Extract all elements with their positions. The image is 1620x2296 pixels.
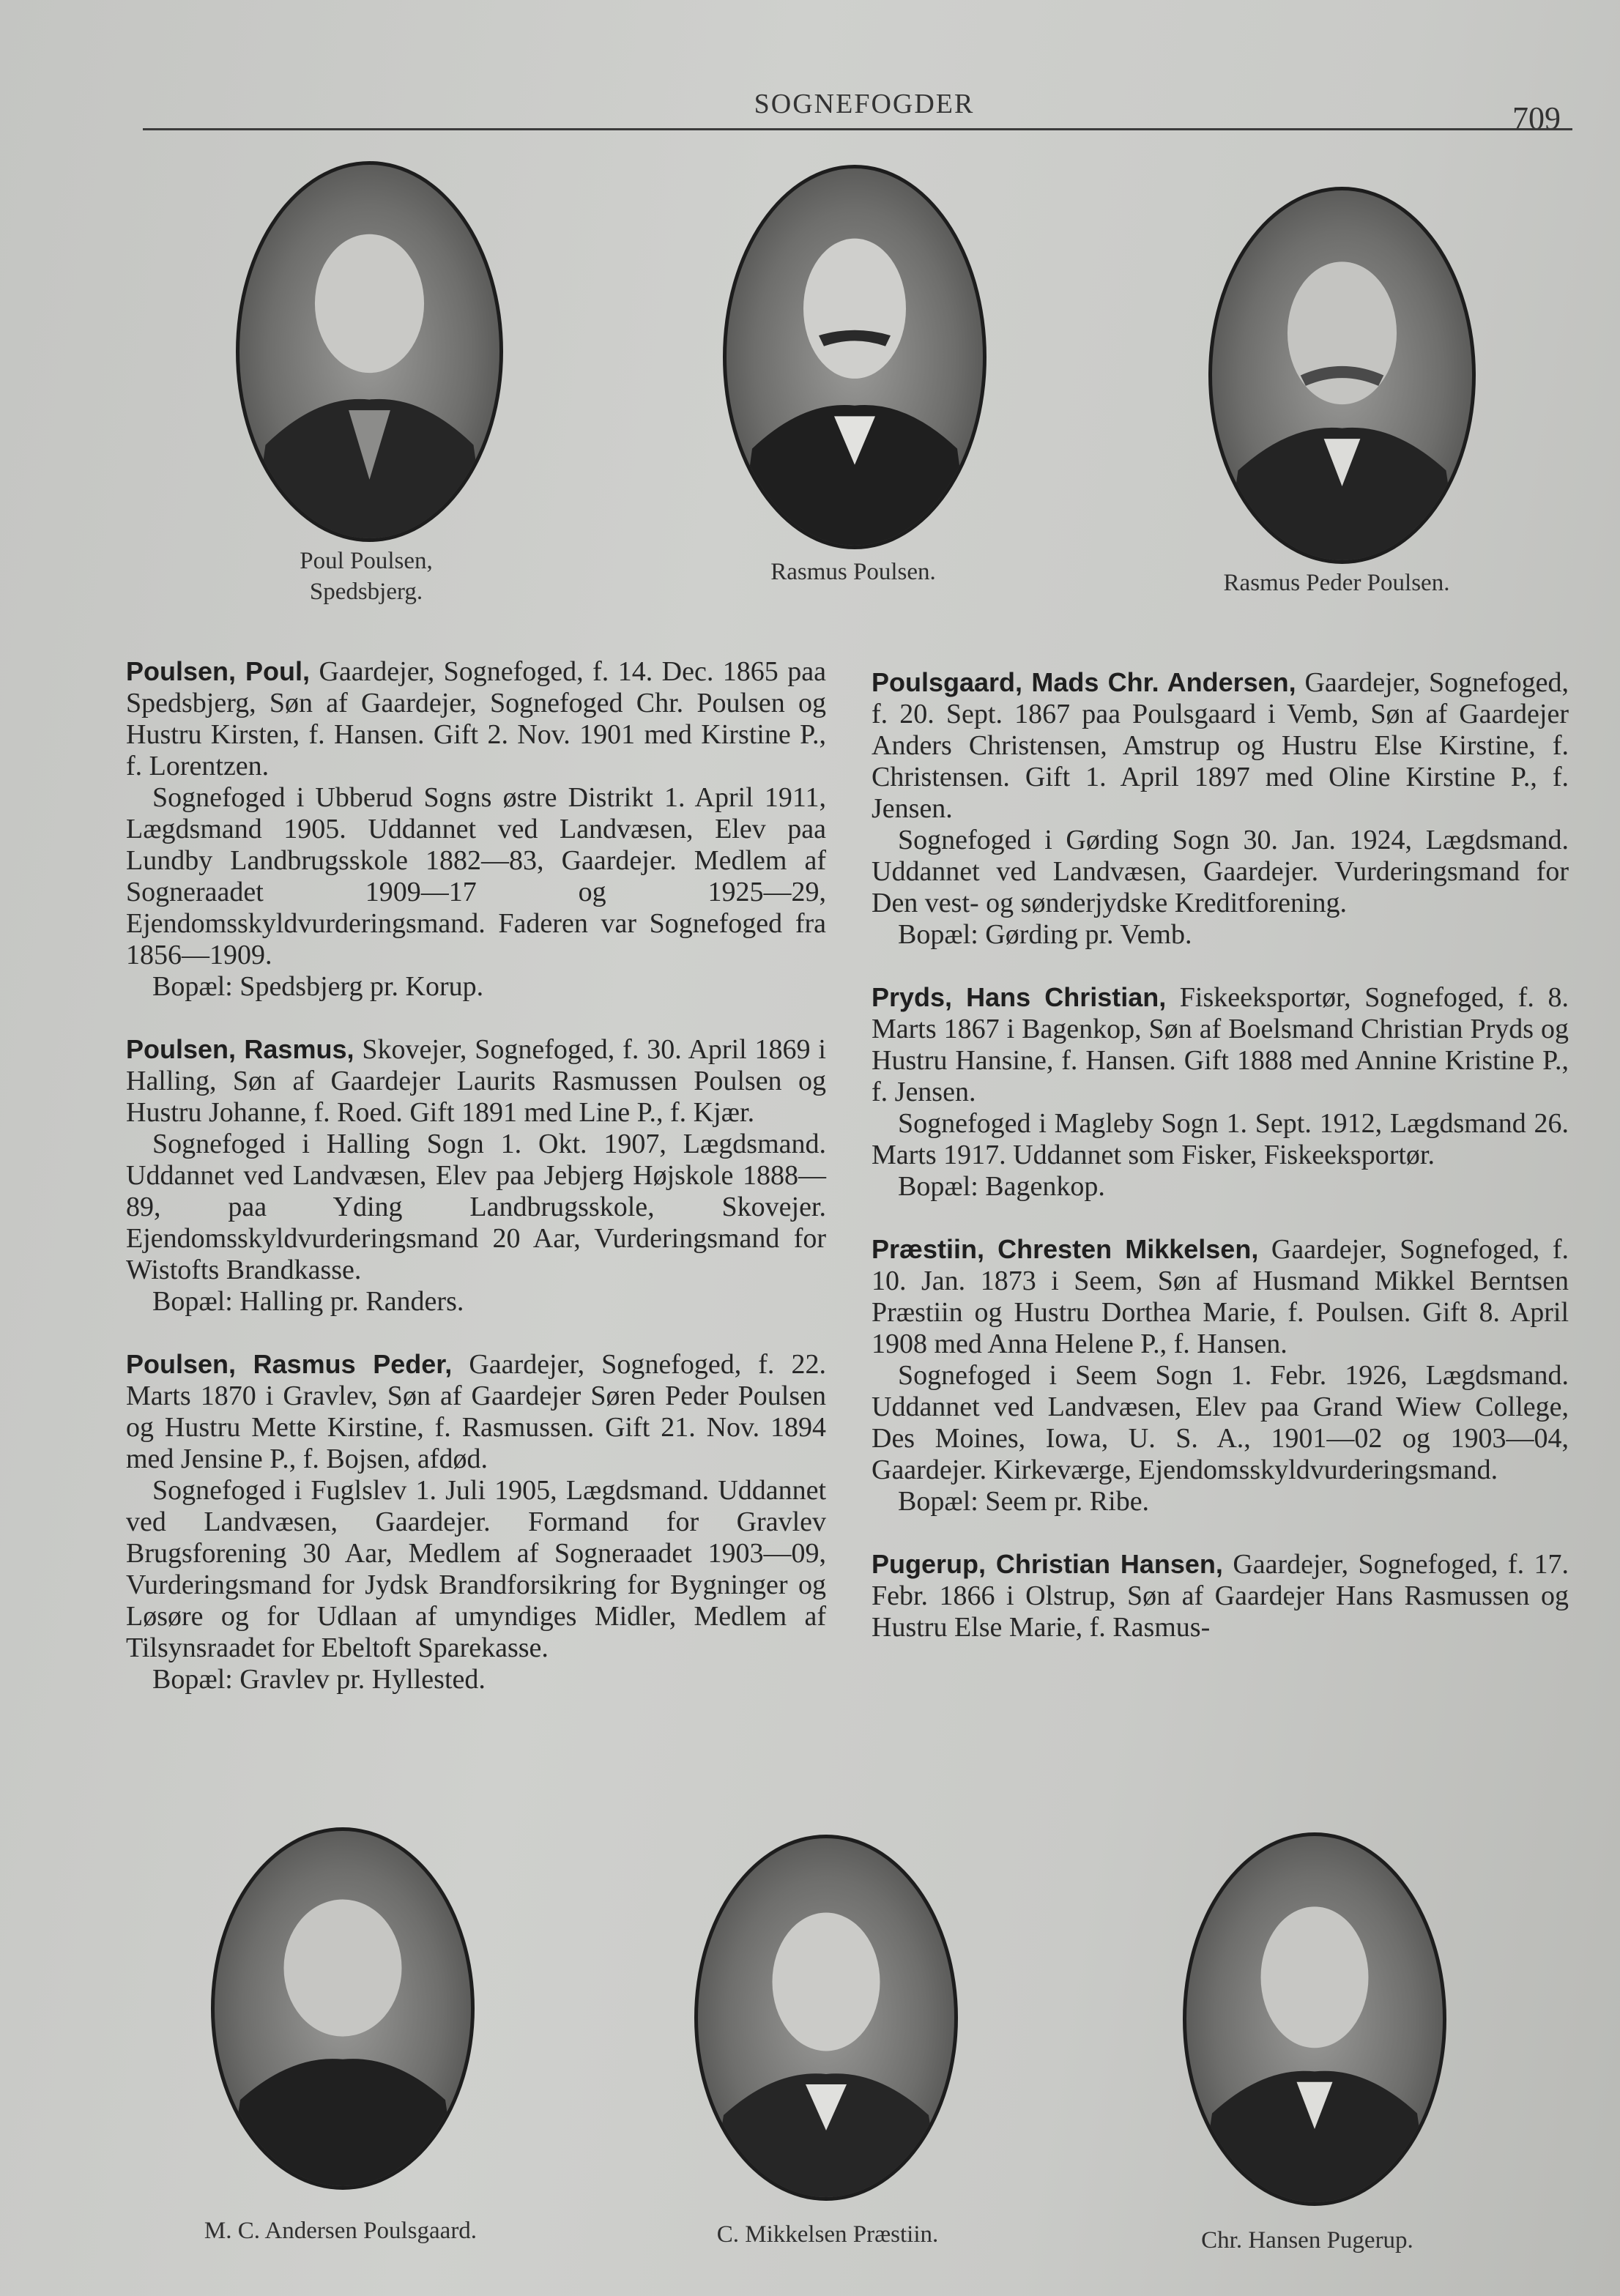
caption-line: Rasmus Peder Poulsen.	[1223, 570, 1450, 596]
caption-rasmus-peder-poulsen	[1164, 568, 1509, 598]
entry-poulsgaard	[872, 666, 1569, 951]
caption-line: Chr. Hansen Pugerup.	[1201, 2227, 1413, 2254]
caption-rasmus-poulsen	[703, 557, 1003, 587]
entry-name: Poulsen, Poul,	[126, 656, 310, 686]
entry-name: Pugerup, Christian Hansen,	[872, 1549, 1223, 1579]
entry-pugerup	[872, 1548, 1569, 1643]
entry-career: Sognefoged i Halling Sogn 1. Okt. 1907, Lægdsmand. Uddannet ved Landvæsen, Elev paa Jebjerg Højskole 1888—89, paa Yding Landbrugsskole, Skovejer. Ejendomsskyldvurderingsmand 20 Aar, Vurderingsmand for Wistofts Brandkasse.	[126, 1129, 826, 1285]
portrait-silhouette-icon	[698, 1838, 954, 2197]
left-column	[126, 655, 826, 1726]
portrait-pugerup	[1183, 1832, 1446, 2206]
entry-career: Sognefoged i Magleby Sogn 1. Sept. 1912, Lægdsmand 26. Marts 1917. Uddannet som Fisker, Fiskeeksportør.	[872, 1108, 1569, 1170]
portrait-poulsgaard	[211, 1827, 475, 2190]
right-column	[872, 666, 1569, 1674]
entry-residence: Bopæl: Halling pr. Randers.	[152, 1286, 464, 1317]
entry-career: Sognefoged i Seem Sogn 1. Febr. 1926, Lægdsmand. Uddannet ved Landvæsen, Elev paa Grand Wiew College, Des Moines, Iowa, U. S. A., 1901—02 og 1903—04, Gaardejer. Kirkeværge, Ejendomsskyldvurderingsmand.	[872, 1360, 1569, 1485]
entry-intro: Skovejer, Sognefoged, f. 30. April 1869 i Halling, Søn af Gaardejer Laurits Rasmussen Poulsen og Hustru Johanne, f. Roed. Gift 1891 med Line P., f. Kjær.	[126, 1034, 826, 1128]
caption-line: Spedsbjerg.	[309, 579, 423, 605]
entry-intro: Gaardejer, Sognefoged, f. 20. Sept. 1867 paa Poulsgaard i Vemb, Søn af Gaardejer Anders Christensen, Amstrup og Hustru Else Kirstine, f. Christensen. Gift 1. April 1897 med Oline Kirstine P., f. Jensen.	[872, 667, 1569, 824]
caption-line: Rasmus Poulsen.	[770, 559, 936, 585]
entry-name: Poulsgaard, Mads Chr. Andersen,	[872, 667, 1296, 697]
portrait-silhouette-icon	[1212, 190, 1472, 560]
caption-line: M. C. Andersen Poulsgaard.	[204, 2218, 478, 2244]
entry-praestiin	[872, 1233, 1569, 1517]
entry-intro: Gaardejer, Sognefoged, f. 10. Jan. 1873 i Seem, Søn af Husmand Mikkel Berntsen Præstiin og Hustru Dorthea Marie, f. Poulsen. Gift 8. April 1908 med Anna Helene P., f. Hansen.	[872, 1234, 1569, 1359]
entry-residence: Bopæl: Gravlev pr. Hyllested.	[152, 1664, 486, 1695]
entry-residence: Bopæl: Gørding pr. Vemb.	[898, 919, 1192, 950]
portrait-silhouette-icon	[727, 168, 983, 546]
entry-intro: Gaardejer, Sognefoged, f. 17. Febr. 1866 i Olstrup, Søn af Gaardejer Hans Rasmussen og Hustru Else Marie, f. Rasmus-	[872, 1549, 1569, 1643]
caption-poul-poulsen	[220, 546, 513, 607]
entry-career: Sognefoged i Ubberud Sogns østre Distrikt 1. April 1911, Lægdsmand 1905. Uddannet ved Landvæsen, Elev paa Lundby Landbrugsskole 1882—83, Gaardejer. Medlem af Sogneraadet 1909—17 og 1925—29, Ejendomsskyldvurderingsmand. Faderen var Sognefoged fra 1856—1909.	[126, 782, 826, 970]
entry-poul-poulsen	[126, 655, 826, 1003]
portrait-rasmus-peder-poulsen	[1208, 187, 1476, 564]
caption-poulsgaard	[157, 2215, 524, 2246]
portrait-silhouette-icon	[1186, 1836, 1443, 2202]
entry-intro: Fiskeeksportør, Sognefoged, f. 8. Marts 1867 i Bagenkop, Søn af Boelsmand Christian Pryds og Hustru Hansine, f. Hansen. Gift 1888 med Annine Kristine P., f. Jensen.	[872, 982, 1569, 1107]
entry-rasmus-peder-poulsen	[126, 1348, 826, 1695]
entry-career: Sognefoged i Fuglslev 1. Juli 1905, Lægdsmand. Uddannet ved Landvæsen, Gaardejer. Formand for Gravlev Brugsforening 30 Aar, Medlem af Sogneraadet 1903—09, Vurderingsmand for Jydsk Brandforsikring for Bygninger og Løsøre og for Udlaan af umyndiges Midler, Medlem af Tilsynsraadet for Ebeltoft Sparekasse.	[126, 1475, 826, 1663]
caption-line: C. Mikkelsen Præstiin.	[716, 2221, 939, 2248]
portrait-praestiin	[694, 1835, 958, 2201]
caption-pugerup	[1139, 2225, 1476, 2256]
running-header: SOGNEFOGDER	[754, 89, 975, 119]
entry-intro: Gaardejer, Sognefoged, f. 22. Marts 1870 i Gravlev, Søn af Gaardejer Søren Peder Poulsen og Hustru Mette Kirstine, f. Rasmussen. Gift 21. Nov. 1894 med Jensine P., f. Bojsen, afdød.	[126, 1349, 826, 1474]
entry-residence: Bopæl: Bagenkop.	[898, 1171, 1105, 1202]
portrait-rasmus-poulsen	[723, 165, 987, 549]
entry-name: Pryds, Hans Christian,	[872, 982, 1167, 1012]
entry-residence: Bopæl: Spedsbjerg pr. Korup.	[152, 971, 484, 1002]
portrait-silhouette-icon	[215, 1831, 471, 2186]
page-number: 709	[1512, 100, 1561, 136]
entry-name: Poulsen, Rasmus,	[126, 1034, 354, 1064]
portrait-silhouette-icon	[239, 165, 499, 538]
header-rule	[143, 128, 1572, 130]
entry-career: Sognefoged i Gørding Sogn 30. Jan. 1924, Lægdsmand. Uddannet ved Landvæsen, Gaardejer. Vurderingsmand for Den vest- og sønderjydske Kreditforening.	[872, 825, 1569, 918]
entry-name: Poulsen, Rasmus Peder,	[126, 1349, 453, 1379]
caption-praestiin	[659, 2219, 996, 2250]
entry-pryds	[872, 981, 1569, 1203]
entry-rasmus-poulsen	[126, 1033, 826, 1318]
portrait-poul-poulsen	[236, 161, 503, 542]
caption-line: Poul Poulsen,	[300, 548, 433, 574]
entry-intro: Gaardejer, Sognefoged, f. 14. Dec. 1865 paa Spedsbjerg, Søn af Gaardejer, Sognefoged Chr. Poulsen og Hustru Kirsten, f. Hansen. Gift 2. Nov. 1901 med Kirstine P., f. Lorentzen.	[126, 656, 826, 781]
entry-name: Præstiin, Chresten Mikkelsen,	[872, 1234, 1259, 1264]
entry-residence: Bopæl: Seem pr. Ribe.	[898, 1486, 1150, 1517]
